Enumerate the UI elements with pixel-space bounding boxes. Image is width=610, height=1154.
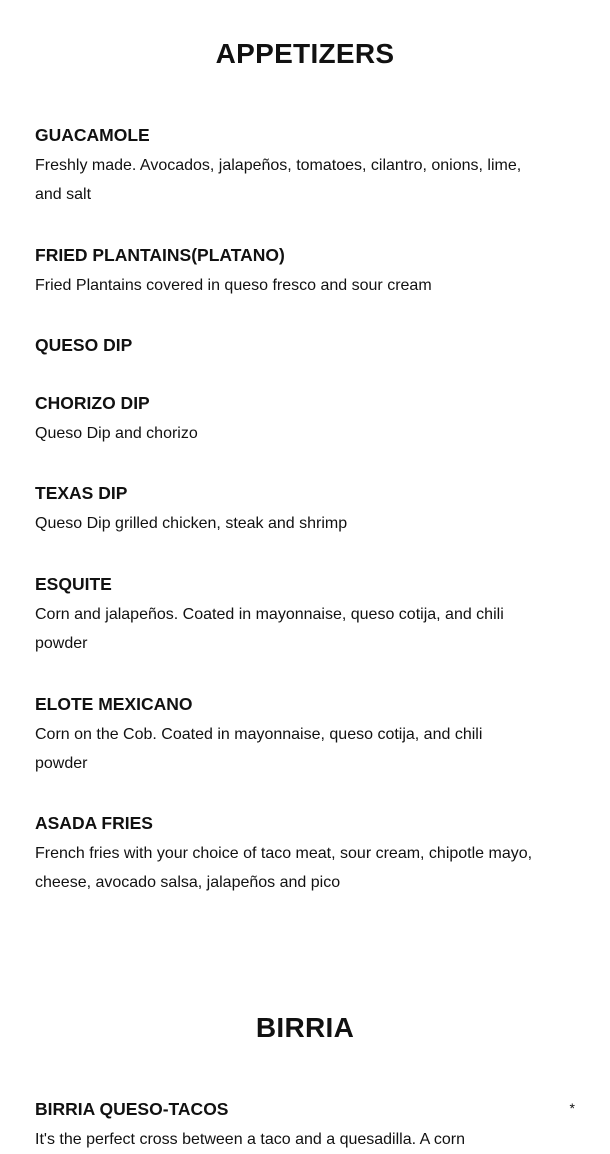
item-name: ELOTE MEXICANO (35, 694, 193, 714)
item-name: CHORIZO DIP (35, 393, 150, 413)
menu-item-guacamole (35, 124, 535, 209)
menu-item-queso-dip (35, 334, 535, 356)
menu-item-fried-plantains (35, 244, 535, 300)
item-description: French fries with your choice of taco meat, sour cream, chipotle mayo, cheese, avocado salsa, jalapeños and pico (35, 845, 533, 891)
item-name: TEXAS DIP (35, 483, 128, 503)
item-name: GUACAMOLE (35, 125, 150, 145)
menu-item-birria-queso-tacos (35, 1098, 535, 1154)
item-name: QUESO DIP (35, 335, 133, 355)
item-description: It's the perfect cross between a taco and a quesadilla. A corn (35, 1131, 465, 1148)
menu-item-chorizo-dip (35, 392, 535, 448)
item-description: Queso Dip and chorizo (35, 425, 198, 442)
menu-item-esquite (35, 573, 535, 658)
item-marker: * (569, 1100, 575, 1116)
item-name: BIRRIA QUESO-TACOS (35, 1099, 229, 1119)
item-description: Corn and jalapeños. Coated in mayonnaise, queso cotija, and chili powder (35, 606, 504, 652)
item-name: ESQUITE (35, 574, 112, 594)
item-description: Freshly made. Avocados, jalapeños, tomatoes, cilantro, onions, lime, and salt (35, 157, 522, 203)
menu-item-texas-dip (35, 482, 535, 538)
item-description: Queso Dip grilled chicken, steak and shrimp (35, 515, 348, 532)
item-description: Corn on the Cob. Coated in mayonnaise, queso cotija, and chili powder (35, 726, 483, 772)
section-title-appetizers: APPETIZERS (215, 38, 395, 69)
item-description: Fried Plantains covered in queso fresco and sour cream (35, 277, 432, 294)
menu-item-asada-fries (35, 812, 535, 897)
item-name: ASADA FRIES (35, 813, 153, 833)
menu-item-elote-mexicano (35, 693, 535, 778)
section-title-birria: BIRRIA (255, 1012, 355, 1043)
item-name: FRIED PLANTAINS(PLATANO) (35, 245, 285, 265)
